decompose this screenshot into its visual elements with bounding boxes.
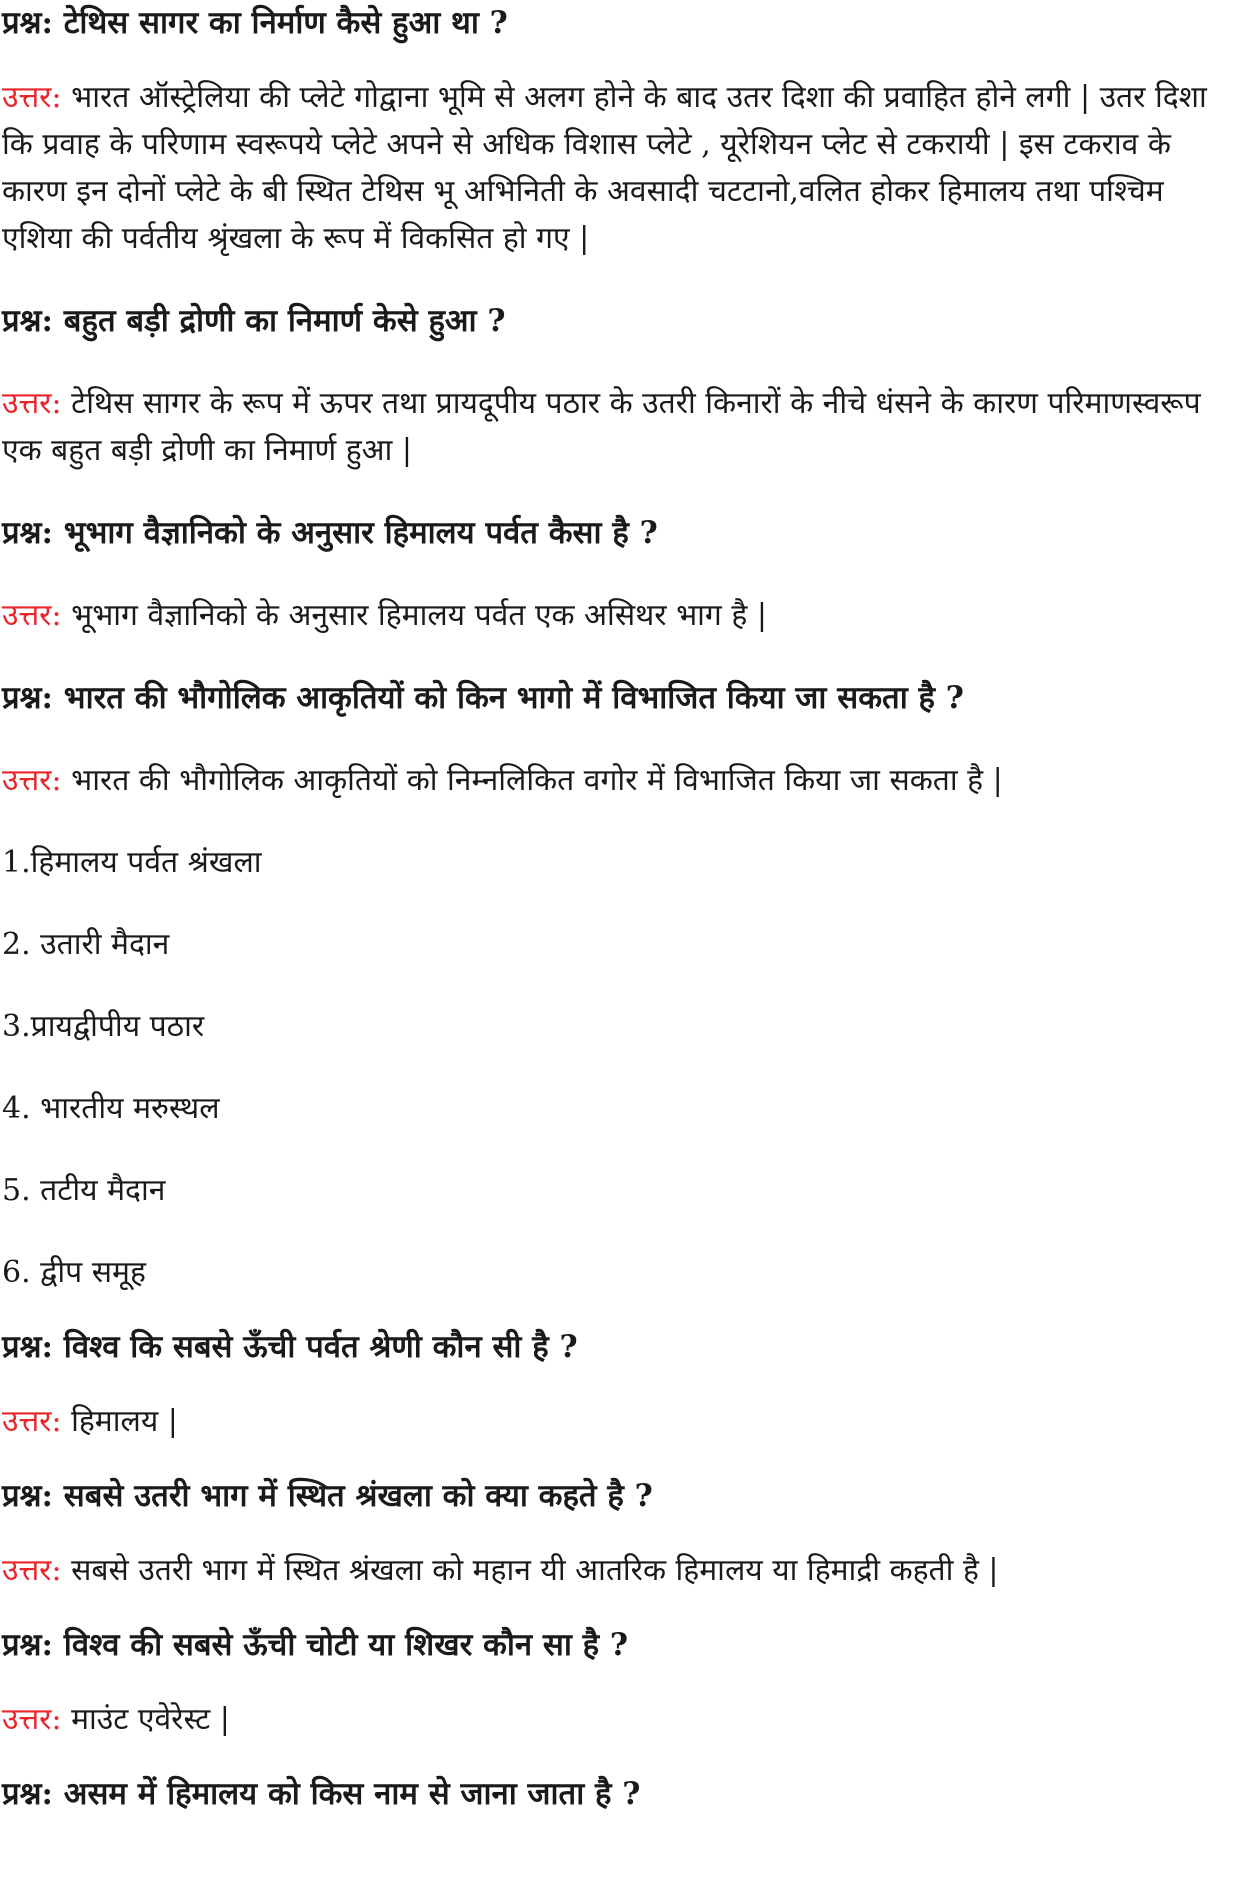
- answer-label: उत्तर:: [2, 1553, 62, 1588]
- answer-text: भूभाग वैज्ञानिको के अनुसार हिमालय पर्वत एक असिथर भाग है |: [61, 598, 767, 633]
- question-heading: प्रश्न: भारत की भौगोलिक आकृतियों को किन भागो में विभाजित किया जा सकता है ?: [2, 680, 964, 716]
- answer-paragraph: [0, 592, 1220, 639]
- list-item: 3.प्रायद्वीपीय पठार: [2, 1009, 205, 1044]
- list-item: 4. भारतीय मरुस्थल: [2, 1091, 220, 1126]
- answer-text: टेथिस सागर के रूप में ऊपर तथा प्रायदूपीय पठार के उतरी किनारों के नीचे धंसने के कारण परिमाणस्वरूप एक बहुत बड़ी द्रोणी का निमार्ण हुआ |: [2, 386, 1201, 468]
- answer-label: उत्तर:: [2, 763, 62, 798]
- answer-text: हिमालय |: [61, 1404, 178, 1439]
- answer-paragraph: [0, 74, 1220, 262]
- question-heading: प्रश्न: विश्व कि सबसे ऊँची पर्वत श्रेणी कौन सी है ?: [2, 1329, 578, 1365]
- answer-paragraph: [0, 757, 1220, 804]
- answer-text: भारत की भौगोलिक आकृतियों को निम्नलिकित वगोर में विभाजित किया जा सकता है |: [61, 763, 1003, 798]
- answer-label: उत्तर:: [2, 1702, 62, 1737]
- answer-text: भारत ऑस्ट्रेलिया की प्लेटे गोद्वाना भूमि से अलग होने के बाद उतर दिशा की प्रवाहित होने लगी | उतर दिशा कि प्रवाह के परिणाम स्वरूपये प्लेटे अपने से अधिक विशास प्लेटे , यूरेशियन प्लेट से टकरायी | इस टकराव के कारण इन दोनों प्लेटे के बी स्थित टेथिस भू अभिनिती के अवसादी चटटानो,वलित होकर हिमालय तथा पश्चिम एशिया की पर्वतीय श्रृंखला के रूप में विकसित हो गए |: [2, 80, 1207, 256]
- answer-paragraph: [0, 380, 1220, 474]
- question-heading: प्रश्न: टेथिस सागर का निर्माण कैसे हुआ था ?: [2, 5, 508, 41]
- question-heading: प्रश्न: विश्व की सबसे ऊँची चोटी या शिखर कौन सा है ?: [2, 1627, 629, 1663]
- answer-label: उत्तर:: [2, 386, 62, 421]
- answer-paragraph: [0, 1547, 1220, 1594]
- answer-label: उत्तर:: [2, 1404, 62, 1439]
- question-heading: प्रश्न: बहुत बड़ी द्रोणी का निमार्ण केसे हुआ ?: [2, 303, 506, 339]
- list-item: 5. तटीय मैदान: [2, 1173, 166, 1208]
- answer-paragraph: [0, 1696, 1220, 1743]
- list-item: 2. उतारी मैदान: [2, 927, 170, 962]
- question-heading: प्रश्न: सबसे उतरी भाग में स्थित श्रंखला को क्या कहते है ?: [2, 1478, 653, 1514]
- answer-paragraph: [0, 1398, 1220, 1445]
- answer-text: सबसे उतरी भाग में स्थित श्रंखला को महान यी आतरिक हिमालय या हिमाद्री कहती है |: [61, 1553, 999, 1588]
- answer-text: माउंट एवेरेस्ट |: [61, 1702, 230, 1737]
- list-item: 6. द्वीप समूह: [2, 1255, 146, 1290]
- question-heading: प्रश्न: भूभाग वैज्ञानिको के अनुसार हिमालय पर्वत कैसा है ?: [2, 515, 658, 551]
- question-heading: प्रश्न: असम में हिमालय को किस नाम से जाना जाता है ?: [2, 1776, 641, 1812]
- list-item: 1.हिमालय पर्वत श्रंखला: [2, 845, 262, 880]
- answer-label: उत्तर:: [2, 598, 62, 633]
- answer-label: उत्तर:: [2, 80, 62, 115]
